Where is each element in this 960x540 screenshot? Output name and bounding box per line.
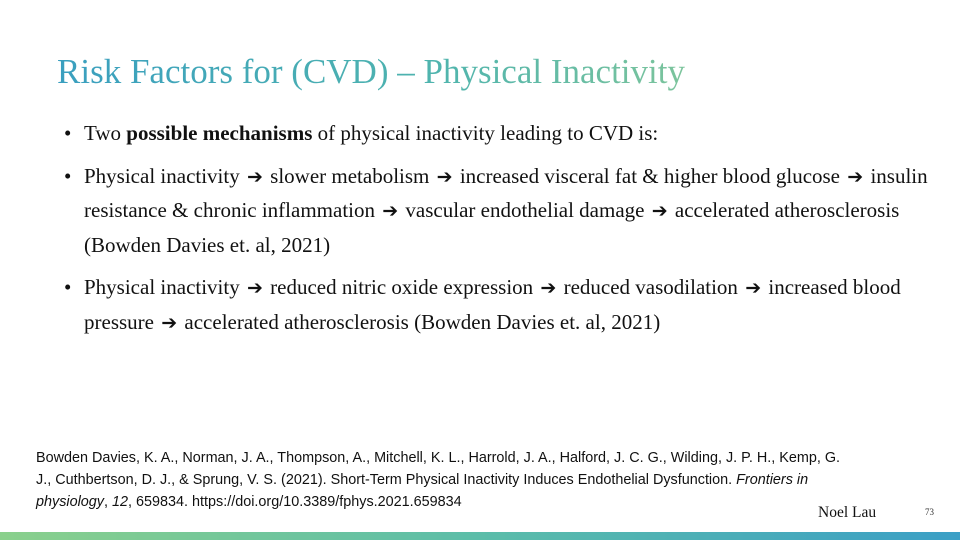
bullet-item-mechanism-1 xyxy=(58,159,938,263)
right-arrow-icon: ➔ xyxy=(246,277,263,299)
author-name: Noel Lau xyxy=(818,504,877,521)
right-arrow-icon: ➔ xyxy=(651,200,668,222)
reference-separator: , xyxy=(104,494,112,510)
bottom-accent-bar xyxy=(0,532,960,540)
bullet-item-intro xyxy=(58,116,938,151)
reference-volume: 12 xyxy=(112,494,129,510)
mechanism-1-step-4: insulin resistance & chronic inflammation xyxy=(84,163,928,222)
bullet-list xyxy=(58,116,938,347)
page-number: 73 xyxy=(925,507,934,517)
reference-citation xyxy=(36,447,856,513)
right-arrow-icon: ➔ xyxy=(540,277,557,299)
right-arrow-icon: ➔ xyxy=(745,277,762,299)
right-arrow-icon: ➔ xyxy=(382,200,399,222)
mechanism-1-step-3: increased visceral fat & higher blood glucose xyxy=(454,163,846,188)
mechanism-1-step-1: Physical inactivity xyxy=(84,163,245,188)
mechanism-2-step-2: reduced nitric oxide expression xyxy=(264,275,539,299)
bullet-intro-text-1: Two xyxy=(84,121,127,145)
right-arrow-icon: ➔ xyxy=(161,311,178,334)
slide-title: Risk Factors for (CVD) – Physical Inactivity xyxy=(57,48,685,96)
right-arrow-icon: ➔ xyxy=(246,165,263,188)
mechanism-2-step-5: accelerated atherosclerosis (Bowden Davies et. al, 2021) xyxy=(179,309,661,334)
right-arrow-icon: ➔ xyxy=(847,165,864,188)
bullet-intro-text-2: of physical inactivity leading to CVD is: xyxy=(312,121,659,145)
mechanism-1-step-2: slower metabolism xyxy=(264,163,435,188)
right-arrow-icon: ➔ xyxy=(436,165,453,188)
mechanism-1-step-5: vascular endothelial damage xyxy=(400,198,650,222)
bullet-item-mechanism-2 xyxy=(58,270,938,339)
reference-doi: , 659834. https://doi.org/10.3389/fphys.2021.659834 xyxy=(128,494,462,510)
reference-journal: Frontiers in physiology xyxy=(36,472,809,510)
mechanism-2-step-1: Physical inactivity xyxy=(84,275,245,299)
mechanism-2-step-4: increased blood pressure xyxy=(84,275,901,334)
mechanism-2-step-3: reduced vasodilation xyxy=(558,275,744,299)
bullet-intro-bold: possible mechanisms xyxy=(126,121,313,145)
mechanism-1-step-6: accelerated atherosclerosis (Bowden Davies et. al, 2021) xyxy=(84,198,900,257)
reference-authors: Bowden Davies, K. A., Norman, J. A., Thompson, A., Mitchell, K. L., Harrold, J. A., Halford, J. C. G., Wilding, J. P. H., Kemp, G. J., Cuthbertson, D. J., & Sprung, V. S. (2021). Short-Term Physical Inactivity Induces Endothelial Dysfunction. xyxy=(36,450,841,488)
